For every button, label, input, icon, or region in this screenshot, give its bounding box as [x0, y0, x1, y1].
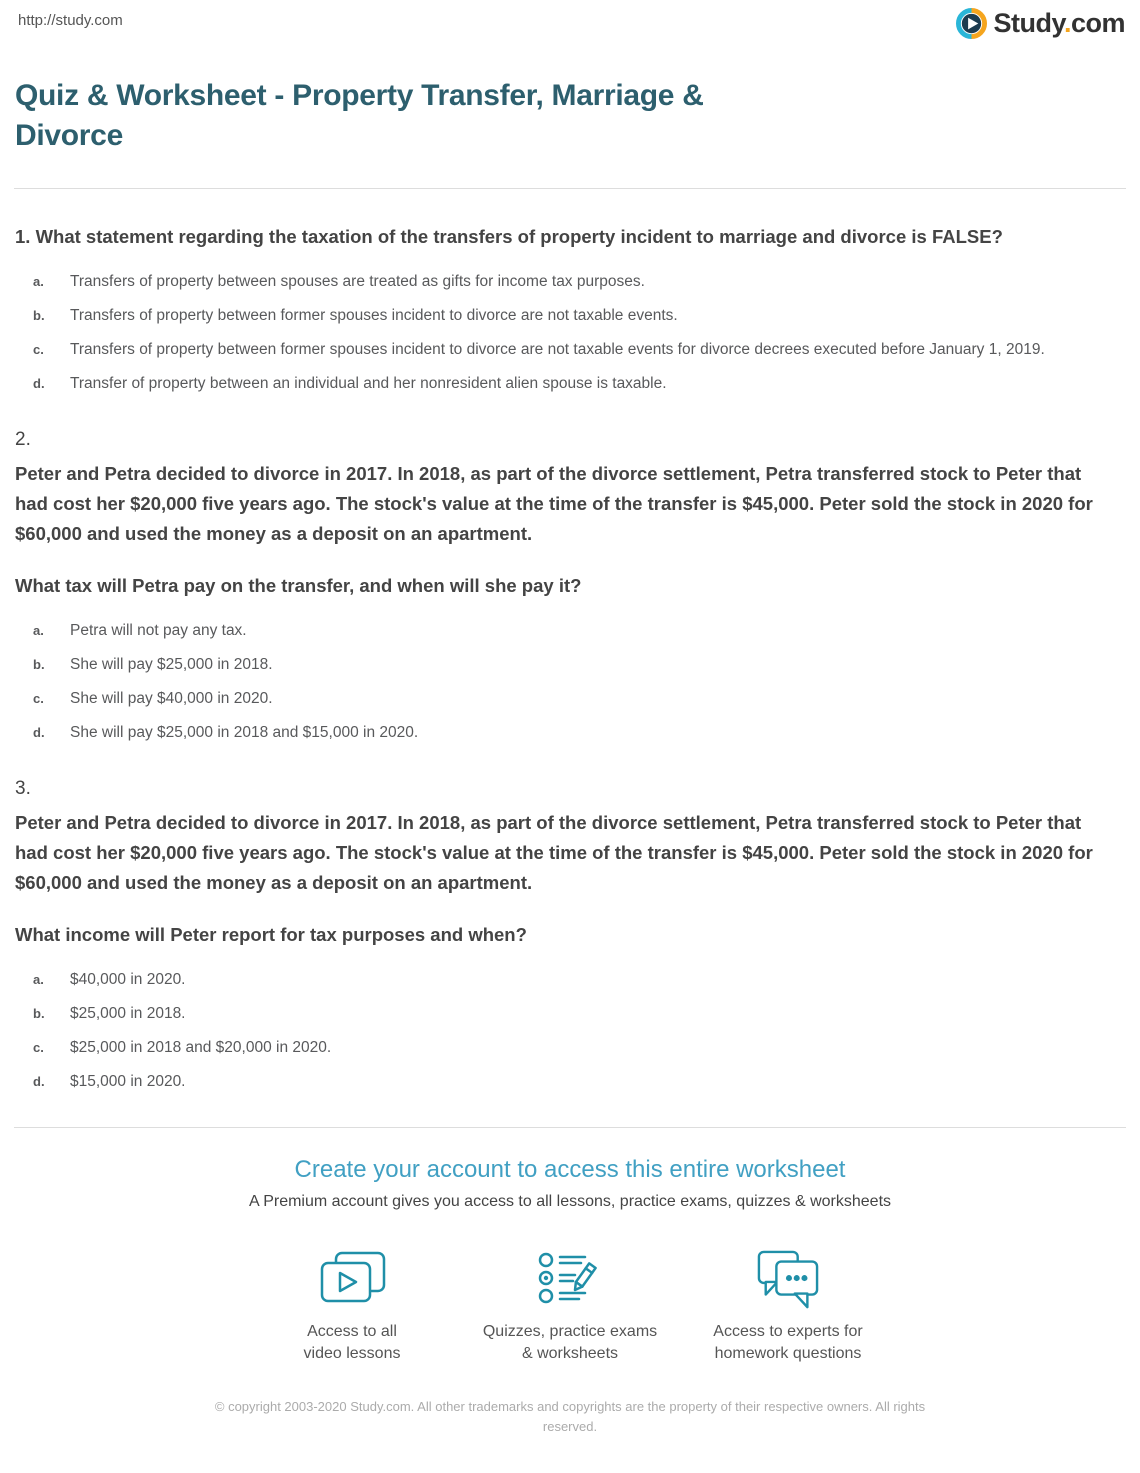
option-row [15, 1001, 1115, 1027]
option-row [15, 371, 1115, 397]
question-1-text: 1. What statement regarding the taxation of the transfers of property incident to marriage and divorce is FALSE? [15, 226, 1003, 247]
option-letter: b. [33, 657, 45, 672]
option-row [15, 618, 1115, 644]
question-2-number: 2. [15, 429, 31, 450]
feature-expert-help [679, 1249, 897, 1365]
quizzes-worksheets-icon [533, 1249, 607, 1311]
option-text: $25,000 in 2018 and $20,000 in 2020. [70, 1039, 332, 1056]
option-letter: d. [33, 725, 45, 740]
option-text: $15,000 in 2020. [70, 1073, 186, 1090]
option-text: Transfer of property between an individual and her nonresident alien spouse is taxable. [70, 375, 667, 392]
option-row [15, 967, 1115, 993]
question-2 [15, 427, 1115, 746]
copyright-notice: © copyright 2003-2020 Study.com. All other trademarks and copyrights are the property of their respective owners. All rights reserved. [214, 1399, 926, 1434]
feature-label: Quizzes, practice exams & worksheets [482, 1323, 658, 1362]
option-row [15, 269, 1115, 295]
question-2-options [15, 618, 1115, 746]
studycom-logo[interactable] [956, 8, 1125, 39]
option-row [15, 652, 1115, 678]
experts-chat-icon [751, 1249, 825, 1311]
question-2-body: Peter and Petra decided to divorce in 2017. In 2018, as part of the divorce settlement, Petra transferred stock to Peter that had cost her $20,000 five years ago. The stock's value at the time of the transfer is $45,000. Peter sold the stock in 2020 for $60,000 and used the money as a deposit on an apartment. [15, 463, 1093, 544]
question-2-subquestion: What tax will Petra pay on the transfer, and when will she pay it? [15, 575, 582, 596]
option-row [15, 686, 1115, 712]
option-letter: d. [33, 1074, 45, 1089]
feature-label: Access to experts for homework questions [713, 1323, 863, 1362]
option-row [15, 1069, 1115, 1095]
option-letter: a. [33, 623, 44, 638]
question-3-body: Peter and Petra decided to divorce in 2017. In 2018, as part of the divorce settlement, Petra transferred stock to Peter that had cost her $20,000 five years ago. The stock's value at the time of the transfer is $45,000. Peter sold the stock in 2020 for $60,000 and used the money as a deposit on an apartment. [15, 812, 1093, 893]
option-letter: c. [33, 1040, 44, 1055]
create-account-section [0, 1156, 1140, 1365]
option-text: She will pay $40,000 in 2020. [70, 690, 273, 707]
divider [14, 188, 1126, 189]
premium-subheading: A Premium account gives you access to all lessons, practice exams, quizzes & worksheets [248, 1193, 892, 1210]
question-1 [15, 222, 1115, 397]
option-letter: c. [33, 691, 44, 706]
logo-wordmark: Study.com [993, 8, 1125, 38]
option-letter: a. [33, 274, 44, 289]
page-url: http://study.com [18, 12, 123, 29]
option-row [15, 720, 1115, 746]
divider [14, 1127, 1126, 1128]
page-header [0, 0, 1140, 50]
option-letter: b. [33, 308, 45, 323]
option-text: Petra will not pay any tax. [70, 622, 247, 639]
option-letter: b. [33, 1006, 45, 1021]
feature-list [0, 1249, 1140, 1365]
option-text: She will pay $25,000 in 2018 and $15,000 in 2020. [70, 724, 419, 741]
option-letter: d. [33, 376, 45, 391]
option-text: $25,000 in 2018. [70, 1005, 186, 1022]
question-3-subquestion: What income will Peter report for tax purposes and when? [15, 924, 527, 945]
feature-quizzes-worksheets [461, 1249, 679, 1365]
question-3-options [15, 967, 1115, 1095]
feature-video-lessons [243, 1249, 461, 1365]
option-row [15, 303, 1115, 329]
create-account-link[interactable]: Create your account to access this entire worksheet [294, 1156, 846, 1183]
option-text: Transfers of property between former spouses incident to divorce are not taxable events for divorce decrees executed before January 1, 2019. [70, 341, 1045, 358]
option-row [15, 1035, 1115, 1061]
option-letter: c. [33, 342, 44, 357]
option-text: Transfers of property between former spouses incident to divorce are not taxable events. [70, 307, 678, 324]
option-row [15, 337, 1115, 363]
option-text: Transfers of property between spouses are treated as gifts for income tax purposes. [70, 273, 645, 290]
studycom-play-icon [956, 8, 987, 39]
option-text: She will pay $25,000 in 2018. [70, 656, 273, 673]
page-title: Quiz & Worksheet - Property Transfer, Marriage & Divorce [15, 79, 704, 152]
question-1-options [15, 269, 1115, 397]
feature-label: Access to all video lessons [303, 1323, 401, 1362]
option-text: $40,000 in 2020. [70, 971, 186, 988]
question-3 [15, 776, 1115, 1095]
video-lessons-icon [315, 1249, 389, 1311]
question-3-number: 3. [15, 778, 31, 799]
option-letter: a. [33, 972, 44, 987]
